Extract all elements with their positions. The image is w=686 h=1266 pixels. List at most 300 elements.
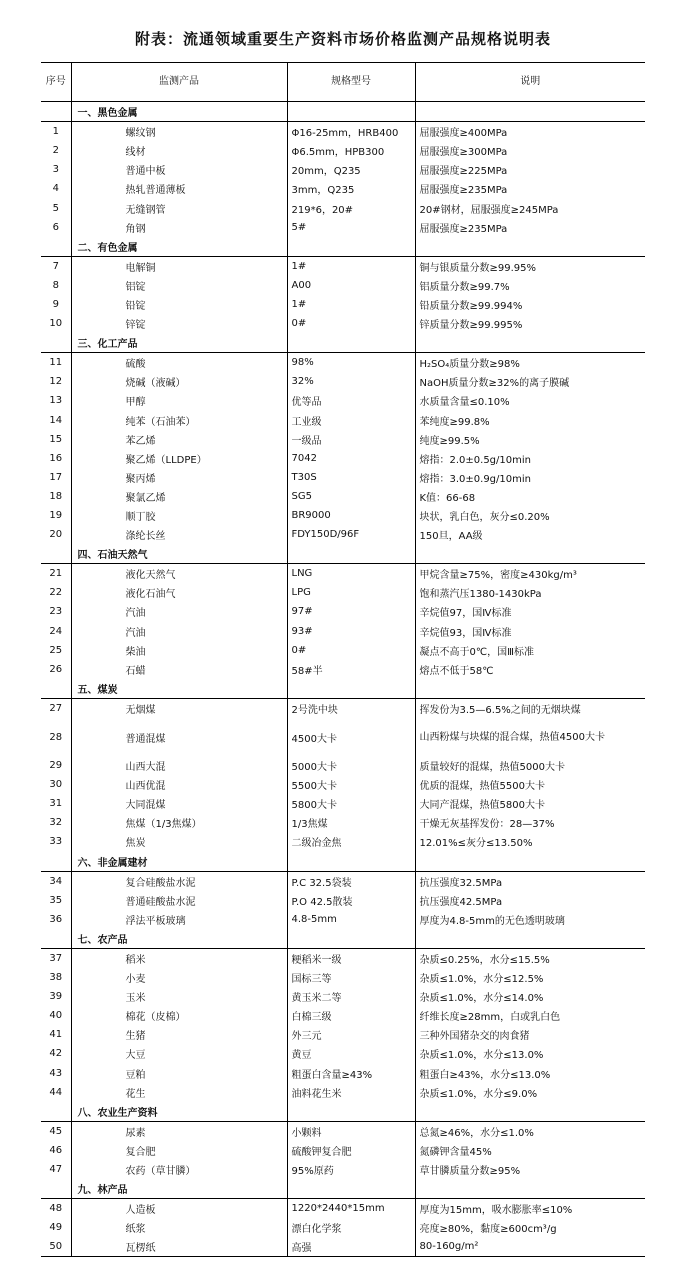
product-desc: 质量较好的混煤，热值5000大卡: [419, 762, 565, 774]
product-name: 大同混煤: [71, 794, 287, 813]
row-number: 31: [41, 794, 71, 813]
table-row: [41, 449, 645, 468]
product-name: 豆粕: [71, 1064, 287, 1083]
row-number: 38: [41, 968, 71, 987]
product-name: 山西大混: [71, 756, 287, 775]
table-row: [41, 391, 645, 410]
row-number: 19: [41, 506, 71, 525]
product-spec: 1/3焦煤: [287, 813, 415, 832]
row-number: 42: [41, 1044, 71, 1063]
product-spec: FDY150D/96F: [287, 525, 415, 544]
product-desc: 抗压强度32.5MPa: [419, 877, 503, 889]
product-spec: 粳稻米一级: [287, 948, 415, 968]
product-spec: A00: [287, 276, 415, 295]
row-number: 4: [41, 179, 71, 198]
table-row: [41, 141, 645, 160]
product-desc: 屈服强度≥235MPa: [419, 223, 508, 235]
product-desc: 杂质≤1.0%，水分≤14.0%: [419, 993, 544, 1005]
product-name: 聚氯乙烯: [71, 487, 287, 506]
product-spec: 粗蛋白含量≥43%: [287, 1064, 415, 1083]
row-number: 10: [41, 314, 71, 333]
product-desc: 厚度为15mm，吸水膨胀率≤10%: [419, 1205, 573, 1217]
category-desc-cell: [415, 102, 645, 122]
product-desc: 大同产混煤，热值5800大卡: [419, 800, 545, 812]
table-row: [41, 718, 645, 756]
product-spec: 漂白化学浆: [287, 1218, 415, 1237]
product-name: 电解铜: [71, 256, 287, 276]
row-number: 15: [41, 430, 71, 449]
row-number: 5: [41, 198, 71, 217]
row-number: 46: [41, 1141, 71, 1160]
row-number: 17: [41, 468, 71, 487]
table-row: [41, 430, 645, 449]
row-number: 30: [41, 775, 71, 794]
category-name: 九、林产品: [71, 1179, 287, 1199]
table-row: [41, 487, 645, 506]
product-spec: 黄玉米二等: [287, 987, 415, 1006]
category-name: 六、非金属建材: [71, 851, 287, 871]
table-row: [41, 468, 645, 487]
header-spec: 规格型号: [287, 63, 415, 102]
product-desc: 杂质≤1.0%，水分≤9.0%: [419, 1088, 538, 1100]
product-name: 甲醇: [71, 391, 287, 410]
product-name: 稻米: [71, 948, 287, 968]
product-name: 尿素: [71, 1121, 287, 1141]
row-number: 26: [41, 660, 71, 679]
row-number: 48: [41, 1199, 71, 1219]
product-name: 花生: [71, 1083, 287, 1102]
product-name: 汽油: [71, 622, 287, 641]
product-name: 山西优混: [71, 775, 287, 794]
category-spec-cell: [287, 851, 415, 871]
product-desc: 80-160g/m²: [415, 1237, 645, 1257]
product-desc: 150旦，AA级: [419, 531, 483, 543]
row-number: 45: [41, 1121, 71, 1141]
product-desc: 屈服强度≥235MPa: [419, 185, 508, 197]
product-name: 热轧普通薄板: [71, 179, 287, 198]
row-number: 23: [41, 602, 71, 621]
category-row: [41, 851, 645, 871]
category-spec-cell: [287, 1102, 415, 1122]
category-row: [41, 1102, 645, 1122]
product-spec: 20mm，Q235: [287, 160, 415, 179]
row-number: 37: [41, 948, 71, 968]
product-desc: 熔指：2.0±0.5g/10min: [419, 454, 531, 466]
table-row: [41, 891, 645, 910]
product-spec: 油料花生米: [287, 1083, 415, 1102]
category-row: [41, 237, 645, 257]
row-number: 27: [41, 698, 71, 718]
category-spec-cell: [287, 237, 415, 257]
product-name: 苯乙烯: [71, 430, 287, 449]
row-number: 44: [41, 1083, 71, 1102]
product-desc: 凝点不高于0℃，国Ⅲ标准: [419, 646, 534, 658]
product-name: 生猪: [71, 1025, 287, 1044]
product-spec: 5800大卡: [287, 794, 415, 813]
category-row: [41, 1179, 645, 1199]
row-number: 29: [41, 756, 71, 775]
category-desc-cell: [415, 333, 645, 353]
product-desc: 优质的混煤，热值5500大卡: [419, 781, 545, 793]
row-number: 18: [41, 487, 71, 506]
product-name: 普通混煤: [71, 718, 287, 756]
product-desc: 氮磷钾含量45%: [419, 1146, 492, 1158]
category-desc-cell: [415, 679, 645, 699]
row-number: 12: [41, 372, 71, 391]
table-row: [41, 353, 645, 373]
product-desc: 山西粉煤与块煤的混合煤，热值4500大卡: [419, 731, 605, 743]
row-number: 33: [41, 832, 71, 851]
table-row: [41, 218, 645, 237]
product-desc: 辛烷值93，国Ⅳ标准: [419, 627, 512, 639]
table-row: [41, 813, 645, 832]
product-desc: 抗压强度42.5MPa: [419, 896, 503, 908]
product-desc: 饱和蒸汽压1380-1430kPa: [419, 589, 542, 601]
product-name: 液化天然气: [71, 564, 287, 584]
category-spec-cell: [287, 544, 415, 564]
product-desc: H₂SO₄质量分数≥98%: [419, 359, 520, 371]
table-row: [41, 910, 645, 929]
row-number: 3: [41, 160, 71, 179]
row-number: 50: [41, 1237, 71, 1257]
product-spec: 2号洗中块: [287, 698, 415, 718]
header-desc: 说明: [415, 63, 645, 102]
category-name: 五、煤炭: [71, 679, 287, 699]
product-name: 无烟煤: [71, 698, 287, 718]
product-spec: 黄豆: [287, 1044, 415, 1063]
row-number: 16: [41, 449, 71, 468]
product-name: 无缝钢管: [71, 198, 287, 217]
category-seq-cell: [41, 333, 71, 353]
product-desc: 屈服强度≥400MPa: [419, 128, 508, 140]
product-desc: 杂质≤1.0%，水分≤12.5%: [419, 974, 544, 986]
row-number: 36: [41, 910, 71, 929]
table-row: [41, 1218, 645, 1237]
product-spec: 国标三等: [287, 968, 415, 987]
product-spec: 4.8-5mm: [287, 910, 415, 929]
product-name: 螺纹钢: [71, 122, 287, 142]
category-row: [41, 679, 645, 699]
product-spec: 小颗料: [287, 1121, 415, 1141]
product-name: 小麦: [71, 968, 287, 987]
row-number: 34: [41, 871, 71, 891]
product-desc: 亮度≥80%，黏度≥600cm³/g: [419, 1224, 557, 1236]
table-row: [41, 295, 645, 314]
table-row: [41, 583, 645, 602]
product-spec: 高强: [287, 1237, 415, 1257]
product-spec: 95%原药: [287, 1160, 415, 1179]
product-name: 棉花（皮棉）: [71, 1006, 287, 1025]
product-desc: 熔指：3.0±0.9g/10min: [419, 473, 531, 485]
product-spec: 1#: [287, 295, 415, 314]
product-desc: 辛烷值97，国Ⅳ标准: [419, 608, 512, 620]
product-name: 聚丙烯: [71, 468, 287, 487]
table-row: [41, 1237, 645, 1257]
product-name: 锌锭: [71, 314, 287, 333]
row-number: 28: [41, 718, 71, 756]
table-row: [41, 1025, 645, 1044]
product-desc: 厚度为4.8-5mm的无色透明玻璃: [419, 915, 565, 927]
product-name: 纸浆: [71, 1218, 287, 1237]
product-spec: 3mm，Q235: [287, 179, 415, 198]
product-name: 铅锭: [71, 295, 287, 314]
product-desc: 杂质≤1.0%，水分≤13.0%: [419, 1050, 544, 1062]
category-row: [41, 102, 645, 122]
row-number: 47: [41, 1160, 71, 1179]
product-name: 涤纶长丝: [71, 525, 287, 544]
table-row: [41, 1006, 645, 1025]
product-desc: 屈服强度≥225MPa: [419, 166, 508, 178]
table-row: [41, 775, 645, 794]
product-spec: 219*6，20#: [287, 198, 415, 217]
row-number: 43: [41, 1064, 71, 1083]
table-row: [41, 160, 645, 179]
table-row: [41, 198, 645, 217]
category-name: 八、农业生产资料: [71, 1102, 287, 1122]
product-desc: 草甘膦质量分数≥95%: [419, 1166, 521, 1178]
product-desc: 屈服强度≥300MPa: [419, 147, 508, 159]
row-number: 2: [41, 141, 71, 160]
product-name: 浮法平板玻璃: [71, 910, 287, 929]
product-desc: 苯纯度≥99.8%: [419, 416, 490, 428]
row-number: 41: [41, 1025, 71, 1044]
category-spec-cell: [287, 929, 415, 949]
table-body: [41, 102, 645, 1257]
table-row: [41, 832, 645, 851]
table-row: [41, 1064, 645, 1083]
category-desc-cell: [415, 851, 645, 871]
table-row: [41, 1044, 645, 1063]
table-row: [41, 1199, 645, 1219]
product-name: 线材: [71, 141, 287, 160]
category-seq-cell: [41, 929, 71, 949]
product-name: 焦煤（1/3焦煤）: [71, 813, 287, 832]
product-spec: Φ6.5mm，HPB300: [287, 141, 415, 160]
product-name: 聚乙烯（LLDPE）: [71, 449, 287, 468]
table-row: [41, 179, 645, 198]
product-name: 石蜡: [71, 660, 287, 679]
product-name: 农药（草甘膦）: [71, 1160, 287, 1179]
product-spec: 硫酸钾复合肥: [287, 1141, 415, 1160]
product-spec: 5#: [287, 218, 415, 237]
product-name: 柴油: [71, 641, 287, 660]
product-spec: 外三元: [287, 1025, 415, 1044]
product-name: 普通硅酸盐水泥: [71, 891, 287, 910]
category-name: 二、有色金属: [71, 237, 287, 257]
product-spec: 98%: [287, 353, 415, 373]
product-name: 玉米: [71, 987, 287, 1006]
category-seq-cell: [41, 237, 71, 257]
row-number: 40: [41, 1006, 71, 1025]
table-row: [41, 372, 645, 391]
product-desc: 总氮≥46%，水分≤1.0%: [419, 1127, 534, 1139]
product-spec: 5000大卡: [287, 756, 415, 775]
product-spec: 0#: [287, 641, 415, 660]
row-number: 6: [41, 218, 71, 237]
product-desc: 12.01%≤灰分≤13.50%: [419, 838, 533, 850]
row-number: 24: [41, 622, 71, 641]
product-desc: 锌质量分数≥99.995%: [419, 320, 523, 332]
table-row: [41, 276, 645, 295]
product-spec: 二级冶金焦: [287, 832, 415, 851]
product-desc: 熔点不低于58℃: [419, 665, 494, 677]
category-desc-cell: [415, 237, 645, 257]
table-header-row: [41, 63, 645, 102]
product-spec: P.C 32.5袋装: [287, 871, 415, 891]
product-name: 烧碱（液碱）: [71, 372, 287, 391]
product-spec: BR9000: [287, 506, 415, 525]
row-number: 32: [41, 813, 71, 832]
table-row: [41, 622, 645, 641]
product-name: 复合肥: [71, 1141, 287, 1160]
table-row: [41, 756, 645, 775]
category-spec-cell: [287, 333, 415, 353]
row-number: 11: [41, 353, 71, 373]
product-spec: 0#: [287, 314, 415, 333]
product-desc: 铜与银质量分数≥99.95%: [419, 262, 537, 274]
product-spec: 7042: [287, 449, 415, 468]
category-row: [41, 544, 645, 564]
row-number: 39: [41, 987, 71, 1006]
category-seq-cell: [41, 851, 71, 871]
product-name: 液化石油气: [71, 583, 287, 602]
category-row: [41, 333, 645, 353]
product-name: 硫酸: [71, 353, 287, 373]
product-desc: 铅质量分数≥99.994%: [419, 300, 523, 312]
table-row: [41, 1121, 645, 1141]
table-row: [41, 411, 645, 430]
category-desc-cell: [415, 1179, 645, 1199]
row-number: 1: [41, 122, 71, 142]
product-desc: 水质量含量≤0.10%: [419, 397, 510, 409]
row-number: 21: [41, 564, 71, 584]
category-desc-cell: [415, 1102, 645, 1122]
table-row: [41, 641, 645, 660]
product-spec: 优等品: [287, 391, 415, 410]
product-desc: NaOH质量分数≥32%的离子膜碱: [419, 378, 570, 390]
product-spec: 5500大卡: [287, 775, 415, 794]
product-name: 普通中板: [71, 160, 287, 179]
product-spec: 93#: [287, 622, 415, 641]
product-spec: LPG: [287, 583, 415, 602]
product-desc: 铝质量分数≥99.7%: [419, 281, 510, 293]
product-spec: 1#: [287, 256, 415, 276]
product-desc: 三种外国猪杂交的肉食猪: [419, 1031, 530, 1043]
product-name: 铝锭: [71, 276, 287, 295]
product-name: 角钢: [71, 218, 287, 237]
product-desc: 杂质≤0.25%，水分≤15.5%: [419, 954, 550, 966]
row-number: 7: [41, 256, 71, 276]
row-number: 35: [41, 891, 71, 910]
table-row: [41, 987, 645, 1006]
product-desc: 干燥无灰基挥发份：28—37%: [419, 819, 555, 831]
spec-table: [41, 62, 645, 1257]
product-spec: 4500大卡: [287, 718, 415, 756]
table-row: [41, 506, 645, 525]
product-desc: 甲烷含量≥75%，密度≥430kg/m³: [419, 570, 577, 582]
product-name: 大豆: [71, 1044, 287, 1063]
row-number: 49: [41, 1218, 71, 1237]
product-spec: P.O 42.5散装: [287, 891, 415, 910]
table-row: [41, 1160, 645, 1179]
product-desc: 块状，乳白色，灰分≤0.20%: [419, 512, 550, 524]
table-row: [41, 122, 645, 142]
table-row: [41, 968, 645, 987]
category-seq-cell: [41, 102, 71, 122]
product-desc: 挥发份为3.5—6.5%之间的无烟块煤: [419, 704, 581, 716]
category-seq-cell: [41, 1179, 71, 1199]
category-row: [41, 929, 645, 949]
product-spec: SG5: [287, 487, 415, 506]
row-number: 9: [41, 295, 71, 314]
table-row: [41, 1141, 645, 1160]
category-seq-cell: [41, 679, 71, 699]
table-row: [41, 314, 645, 333]
product-desc: K值：66-68: [419, 492, 476, 504]
product-name: 顺丁胶: [71, 506, 287, 525]
table-row: [41, 948, 645, 968]
table-row: [41, 1083, 645, 1102]
category-name: 一、黑色金属: [71, 102, 287, 122]
row-number: 13: [41, 391, 71, 410]
product-name: 复合硅酸盐水泥: [71, 871, 287, 891]
row-number: 22: [41, 583, 71, 602]
product-spec: Φ16-25mm，HRB400: [287, 122, 415, 142]
category-desc-cell: [415, 929, 645, 949]
product-desc: 纯度≥99.5%: [419, 435, 480, 447]
header-seq: 序号: [41, 63, 71, 102]
table-row: [41, 525, 645, 544]
product-name: 瓦楞纸: [71, 1237, 287, 1257]
row-number: 8: [41, 276, 71, 295]
product-spec: 1220*2440*15mm: [287, 1199, 415, 1219]
product-spec: LNG: [287, 564, 415, 584]
product-name: 纯苯（石油苯）: [71, 411, 287, 430]
product-name: 焦炭: [71, 832, 287, 851]
table-row: [41, 871, 645, 891]
product-desc: 20#钢材，屈服强度≥245MPa: [419, 204, 559, 216]
category-name: 四、石油天然气: [71, 544, 287, 564]
category-seq-cell: [41, 544, 71, 564]
row-number: 25: [41, 641, 71, 660]
product-desc: 粗蛋白≥43%，水分≤13.0%: [419, 1069, 551, 1081]
row-number: 20: [41, 525, 71, 544]
table-row: [41, 602, 645, 621]
table-row: [41, 660, 645, 679]
category-spec-cell: [287, 1179, 415, 1199]
product-spec: 32%: [287, 372, 415, 391]
table-row: [41, 698, 645, 718]
product-spec: 工业级: [287, 411, 415, 430]
category-spec-cell: [287, 679, 415, 699]
product-desc: 纤维长度≥28mm，白或乳白色: [419, 1012, 561, 1024]
product-spec: T30S: [287, 468, 415, 487]
table-row: [41, 256, 645, 276]
category-name: 七、农产品: [71, 929, 287, 949]
product-spec: 58#半: [287, 660, 415, 679]
category-desc-cell: [415, 544, 645, 564]
category-spec-cell: [287, 102, 415, 122]
product-spec: 一级品: [287, 430, 415, 449]
row-number: 14: [41, 411, 71, 430]
page-title: 附表：流通领域重要生产资料市场价格监测产品规格说明表: [134, 30, 551, 48]
product-spec: 白棉三级: [287, 1006, 415, 1025]
product-spec: 97#: [287, 602, 415, 621]
category-seq-cell: [41, 1102, 71, 1122]
table-row: [41, 794, 645, 813]
product-name: 汽油: [71, 602, 287, 621]
category-name: 三、化工产品: [71, 333, 287, 353]
